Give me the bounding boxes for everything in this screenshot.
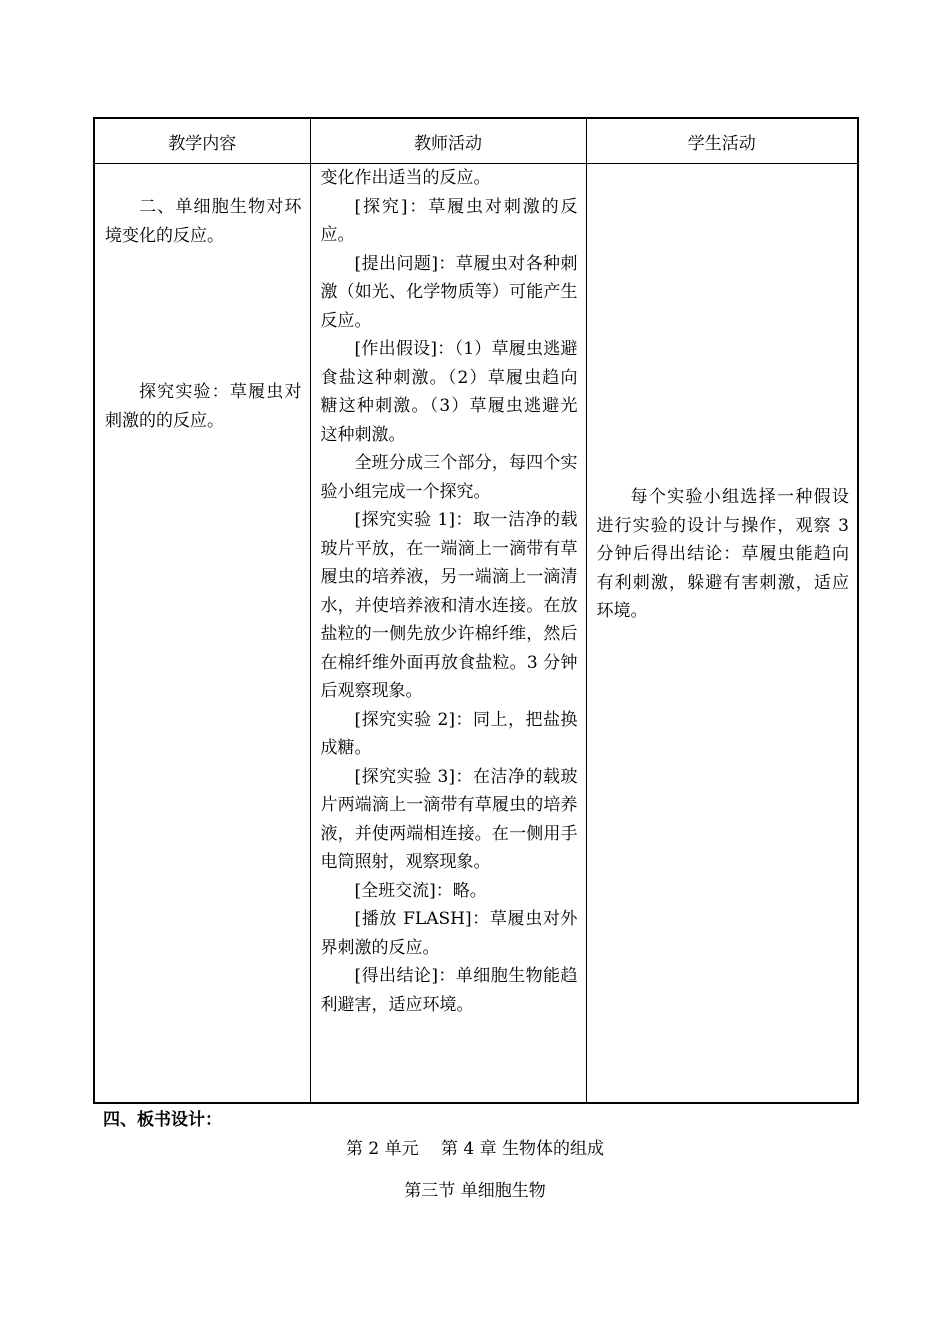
table-header-row bbox=[94, 118, 858, 164]
teacher-text-continued: 变化作出适当的反应。 bbox=[320, 168, 491, 188]
header-teaching-content: 教学内容 bbox=[94, 118, 310, 164]
section-heading: 四、板书设计： bbox=[103, 1110, 222, 1130]
student-activity-cell bbox=[586, 164, 858, 1104]
teacher-paragraph: [探究]：草履虫对刺激的反应。 bbox=[320, 196, 578, 245]
teacher-paragraph: [得出结论]：单细胞生物能趋利避害，适应环境。 bbox=[320, 966, 578, 1015]
teacher-paragraph: [全班交流]：略。 bbox=[354, 880, 487, 901]
teacher-paragraph: 全班分成三个部分，每四个实验小组完成一个探究。 bbox=[320, 453, 578, 502]
teacher-paragraph: [作出假设]：（1）草履虫逃避食盐这种刺激。（2）草履虫趋向糖这种刺激。（3）草履虫逃避光这种刺激。 bbox=[320, 339, 578, 445]
lesson-plan-table bbox=[93, 117, 859, 1104]
teacher-paragraph: [提出问题]：草履虫对各种刺激（如光、化学物质等）可能产生反应。 bbox=[320, 253, 578, 331]
content-item-1: 二、单细胞生物对环境变化的反应。 bbox=[105, 197, 302, 246]
board-line-1: 第 2 单元 第 4 章 生物体的组成 bbox=[345, 1139, 605, 1159]
teacher-paragraph: [探究实验 3]：在洁净的载玻片两端滴上一滴带有草履虫的培养液，并使两端相连接。在一侧用手电筒照射，观察现象。 bbox=[320, 766, 578, 872]
content-item-2: 探究实验：草履虫对刺激的的反应。 bbox=[105, 382, 302, 431]
teacher-activity-cell bbox=[310, 164, 586, 1104]
header-teacher-activity: 教师活动 bbox=[310, 118, 586, 164]
student-activity-text: 每个实验小组选择一种假设进行实验的设计与操作，观察 3 分钟后得出结论：草履虫能趋向有利刺激，躲避有害刺激，适应环境。 bbox=[596, 487, 849, 621]
teaching-content-cell bbox=[94, 164, 310, 1104]
teacher-paragraph: [探究实验 2]：同上，把盐换成糖。 bbox=[320, 709, 578, 758]
teacher-paragraph: [播放 FLASH]：草履虫对外界刺激的反应。 bbox=[320, 909, 578, 958]
teacher-paragraph: [探究实验 1]：取一洁净的载玻片平放，在一端滴上一滴带有草履虫的培养液，另一端滴上一滴清水，并使培养液和清水连接。在放盐粒的一侧先放少许棉纤维，然后在棉纤维外面再放食盐粒。3 分钟后观察现象。 bbox=[320, 510, 578, 701]
table-row bbox=[94, 164, 858, 1104]
header-student-activity: 学生活动 bbox=[586, 118, 858, 164]
board-line-2: 第三节 单细胞生物 bbox=[404, 1181, 546, 1201]
